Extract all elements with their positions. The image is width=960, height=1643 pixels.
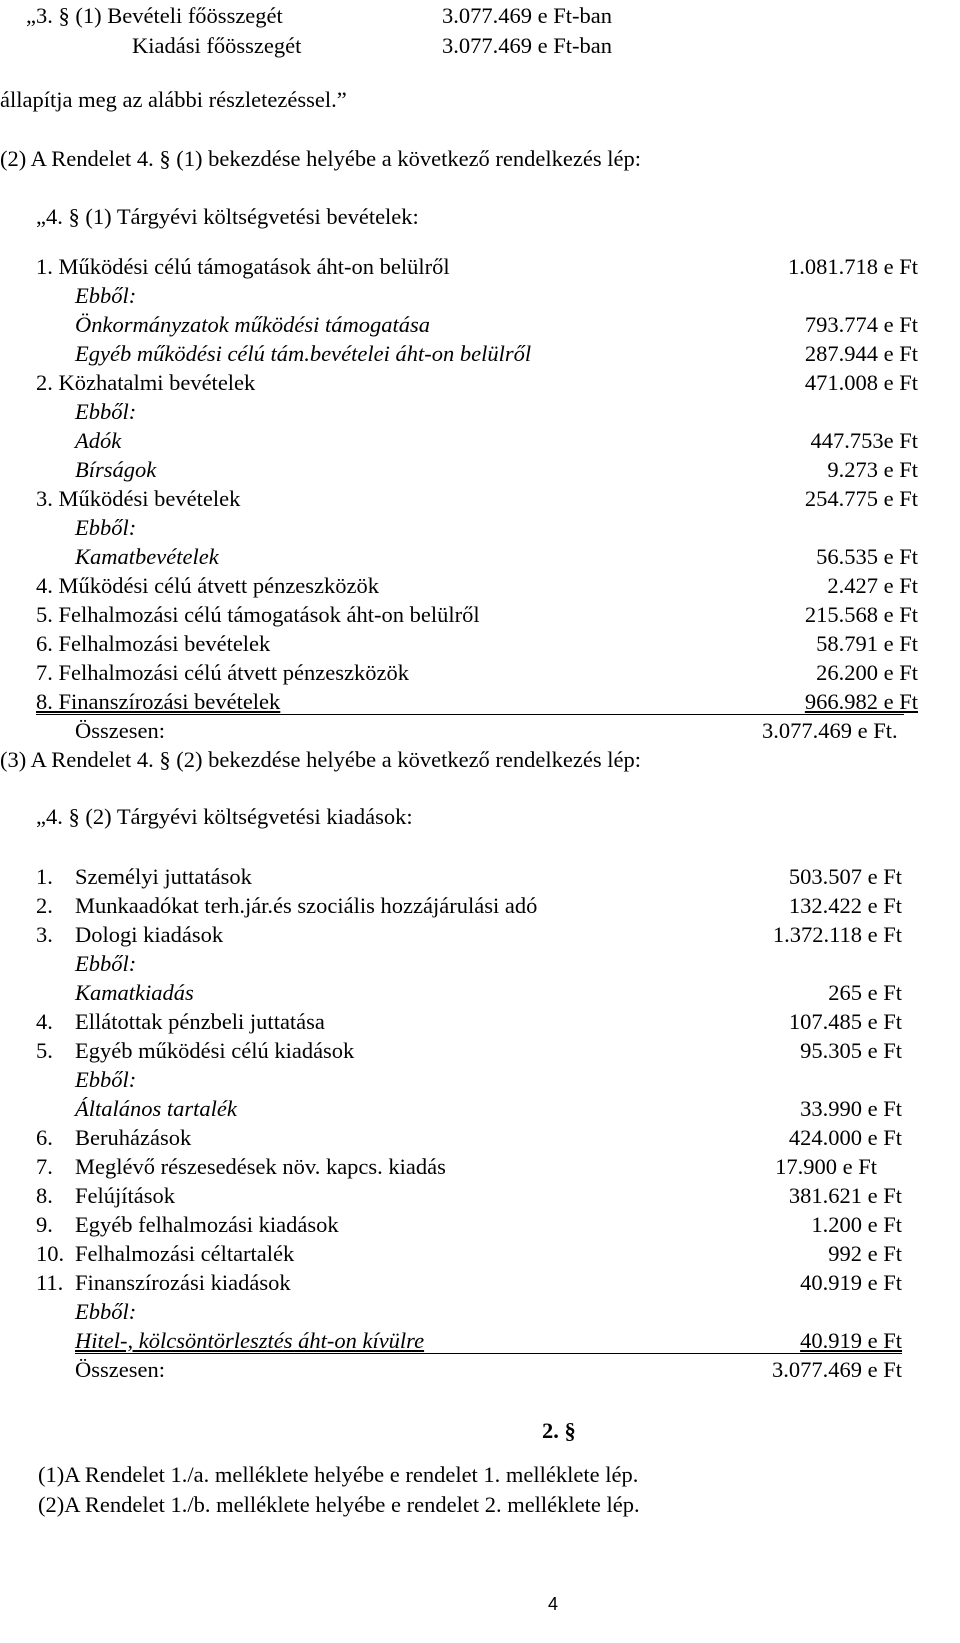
- expense-label: Személyi juttatások: [75, 864, 252, 889]
- expense-num: 6.: [36, 1125, 53, 1150]
- revenue-row-label: Adók: [75, 428, 122, 453]
- expense-label: Egyéb működési célú kiadások: [75, 1038, 355, 1063]
- section2-title: „4. § (2) Tárgyévi költségvetési kiadások:: [36, 804, 413, 829]
- expense-num: 9.: [36, 1212, 53, 1237]
- expense-num: 8.: [36, 1183, 53, 1208]
- expense-num: 3.: [36, 922, 53, 947]
- expense-num: 10.: [36, 1241, 65, 1266]
- expense-value: 424.000 e Ft: [788, 1125, 902, 1150]
- expense-num: 4.: [36, 1009, 53, 1034]
- expense-value: 992 e Ft: [828, 1241, 902, 1266]
- revenue-row-label: 1. Működési célú támogatások áht-on belülről: [36, 254, 450, 279]
- revenue-row-label: Ebből:: [75, 515, 137, 540]
- revenue-row-label: Egyéb működési célú tám.bevételei áht-on belülről: [75, 341, 532, 366]
- expense-value: 503.507 e Ft: [788, 864, 902, 889]
- revenue-row-label: Kamatbevételek: [75, 544, 219, 569]
- revenue-row-label: 5. Felhalmozási célú támogatások áht-on belülről: [36, 602, 480, 627]
- revenue-row-value: 287.944 e Ft: [804, 341, 918, 366]
- expense-label: Felhalmozási céltartalék: [75, 1241, 295, 1266]
- expense-value: 132.422 e Ft: [788, 893, 902, 918]
- expense-value: 107.485 e Ft: [788, 1009, 902, 1034]
- revenue-row-label: Ebből:: [75, 399, 137, 424]
- expense-label: Ellátottak pénzbeli juttatása: [75, 1009, 325, 1034]
- header-closing: állapítja meg az alábbi részletezéssel.”: [0, 87, 347, 112]
- expense-label: Munkaadókat terh.jár.és szociális hozzájárulási adó: [75, 893, 538, 918]
- expense-value: 40.919 e Ft: [800, 1270, 902, 1295]
- revenue-row-label: 6. Felhalmozási bevételek: [36, 631, 271, 656]
- revenue-row-value: 26.200 e Ft: [816, 660, 918, 685]
- section1-title: „4. § (1) Tárgyévi költségvetési bevételek:: [36, 204, 419, 229]
- expense-total-label: Összesen:: [75, 1357, 165, 1382]
- expense-value: 265 e Ft: [828, 980, 902, 1005]
- expense-label: Finanszírozási kiadások: [75, 1270, 291, 1295]
- section3-title: 2. §: [542, 1418, 576, 1443]
- expense-label: Meglévő részesedések növ. kapcs. kiadás: [75, 1154, 446, 1179]
- revenue-row-value: 471.008 e Ft: [804, 370, 918, 395]
- expense-num: 5.: [36, 1038, 53, 1063]
- expense-value: 1.200 e Ft: [811, 1212, 902, 1237]
- footer-line-1: (1)A Rendelet 1./a. melléklete helyébe e rendelet 1. melléklete lép.: [38, 1462, 639, 1487]
- expense-label: Dologi kiadások: [75, 922, 224, 947]
- expense-value: 40.919 e Ft: [800, 1328, 902, 1353]
- expense-total-rule: [75, 1353, 902, 1354]
- expense-value: 381.621 e Ft: [788, 1183, 902, 1208]
- revenue-row-label: Önkormányzatok működési támogatása: [75, 312, 430, 337]
- revenue-row-label: 3. Működési bevételek: [36, 486, 241, 511]
- bevetel-value: 3.077.469 e Ft-ban: [442, 3, 612, 28]
- expense-value: 95.305 e Ft: [800, 1038, 902, 1063]
- footer-line-2: (2)A Rendelet 1./b. melléklete helyébe e rendelet 2. melléklete lép.: [38, 1492, 640, 1517]
- expense-num: 11.: [36, 1270, 64, 1295]
- expense-label: Ebből:: [75, 1299, 137, 1324]
- expense-total-value: 3.077.469 e Ft: [771, 1357, 902, 1382]
- revenue-row-value: 1.081.718 e Ft: [787, 254, 918, 279]
- revenue-total-rule: [36, 714, 904, 715]
- revenue-row-label: 4. Működési célú átvett pénzeszközök: [36, 573, 380, 598]
- revenue-row-label: Ebből:: [75, 283, 137, 308]
- para3-intro: (3) A Rendelet 4. § (2) bekezdése helyébe a következő rendelkezés lép:: [0, 747, 641, 772]
- revenue-row-value: 2.427 e Ft: [827, 573, 918, 598]
- expense-label: Beruházások: [75, 1125, 192, 1150]
- revenue-row-value: 254.775 e Ft: [804, 486, 918, 511]
- expense-label: Ebből:: [75, 1067, 137, 1092]
- expense-label: Hitel-, kölcsöntörlesztés áht-on kívülre: [75, 1328, 425, 1353]
- revenue-row-label: 7. Felhalmozási célú átvett pénzeszközök: [36, 660, 409, 685]
- revenue-row-value: 58.791 e Ft: [816, 631, 918, 656]
- expense-label: Kamatkiadás: [75, 980, 194, 1005]
- revenue-row-value: 215.568 e Ft: [804, 602, 918, 627]
- revenue-row-value: 447.753e Ft: [810, 428, 918, 453]
- expense-label: Felújítások: [75, 1183, 175, 1208]
- expense-num: 2.: [36, 893, 53, 918]
- revenue-row-label: 8. Finanszírozási bevételek: [36, 689, 281, 714]
- expense-value: 17.900 e Ft: [775, 1154, 877, 1179]
- page-number: 4: [548, 1594, 559, 1614]
- revenue-total-label: Összesen:: [75, 718, 165, 743]
- expense-label: Általános tartalék: [75, 1096, 237, 1121]
- revenue-row-value: 9.273 e Ft: [827, 457, 918, 482]
- expense-value: 33.990 e Ft: [800, 1096, 902, 1121]
- para2-intro: (2) A Rendelet 4. § (1) bekezdése helyébe a következő rendelkezés lép:: [0, 146, 641, 171]
- revenue-row-label: Bírságok: [75, 457, 157, 482]
- expense-label: Egyéb felhalmozási kiadások: [75, 1212, 339, 1237]
- expense-num: 7.: [36, 1154, 53, 1179]
- revenue-row-value: 56.535 e Ft: [816, 544, 918, 569]
- revenue-row-label: 2. Közhatalmi bevételek: [36, 370, 256, 395]
- kiadas-value: 3.077.469 e Ft-ban: [442, 33, 612, 58]
- kiadas-label: Kiadási főösszegét: [132, 33, 302, 58]
- expense-num: 1.: [36, 864, 53, 889]
- expense-value: 1.372.118 e Ft: [772, 922, 902, 947]
- revenue-row-value: 793.774 e Ft: [804, 312, 918, 337]
- revenue-total-value: 3.077.469 e Ft.: [762, 718, 898, 743]
- bevetel-label: „3. § (1) Bevételi főösszegét: [26, 3, 283, 28]
- revenue-row-value: 966.982 e Ft: [804, 689, 918, 714]
- expense-label: Ebből:: [75, 951, 137, 976]
